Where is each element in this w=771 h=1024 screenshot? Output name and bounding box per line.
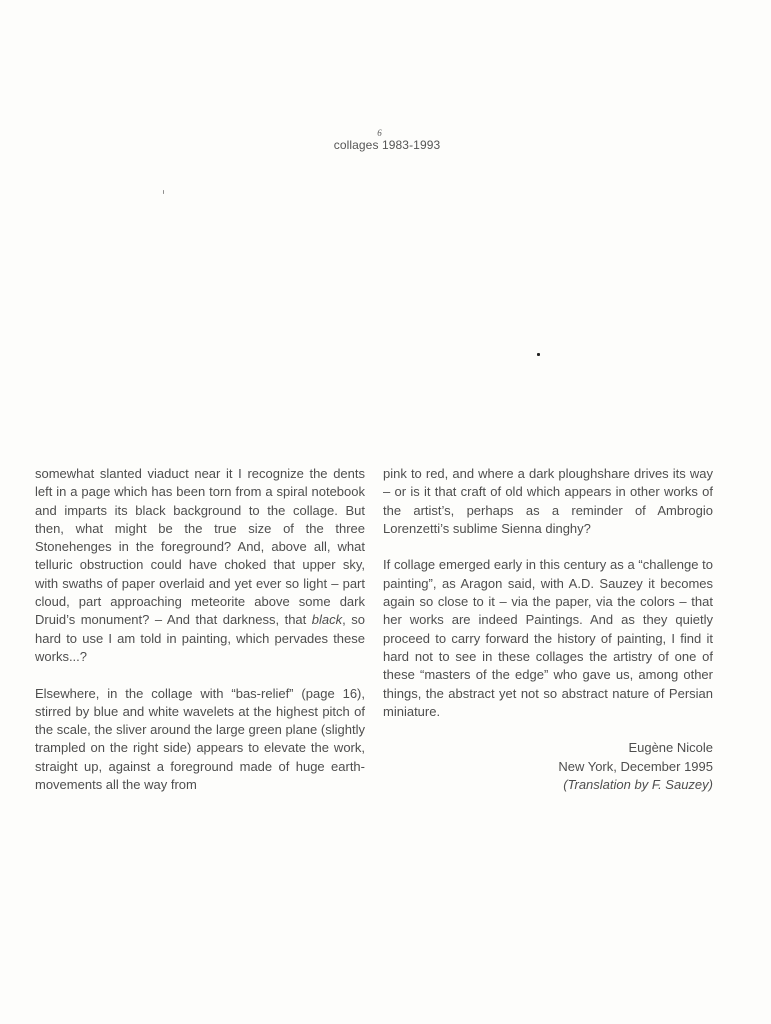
paragraph-text: somewhat slanted viaduct near it I recognize the dents left in a page which has been torn from a spiral notebook and imparts its black background to the collage. But then, what might be the true size of the three Stonehenges in the foreground? And, above all, what telluric obstruction could have choked that upper sky, with swaths of paper overlaid and yet ever so light – part cloud, part approaching meteorite above some dark Druid’s monument? – And that darkness, that xyxy=(35,466,365,628)
page-number: 6 xyxy=(377,128,382,138)
right-column xyxy=(383,465,713,794)
section-title: collages 1983-1993 xyxy=(333,138,441,152)
scan-speck xyxy=(163,190,164,194)
paragraph-text: , so hard to use I am told in painting, which pervades these works...? xyxy=(35,612,365,664)
left-column xyxy=(35,465,365,813)
place-date: New York, December 1995 xyxy=(558,758,713,774)
page-header xyxy=(0,128,771,152)
body-paragraph: pink to red, and where a dark ploughshare drives its way – or is it that craft of old which appears in other works of the artist’s, perhaps as a reminder of Ambrogio Lorenzetti’s sublime Sienna dinghy? xyxy=(383,466,713,536)
signature-block xyxy=(383,739,713,794)
body-paragraph: Elsewhere, in the collage with “bas-relief” (page 16), stirred by blue and white wavelets at the highest pitch of the scale, the sliver around the large green plane (slightly trampled on the right side) appears to elevate the work, straight up, against a foreground made of huge earth-movements all the way from xyxy=(35,685,365,793)
body-paragraph xyxy=(35,465,365,666)
body-paragraph: If collage emerged early in this century as a “challenge to painting”, as Aragon said, with A.D. Sauzey it becomes again so close to it – via the paper, via the colors – that her works are indeed Paintings. And as they quietly proceed to carry forward the history of painting, I find it hard not to see in these collages the artistry of one of these “masters of the edge” who gave us, among other things, the abstract yet not so abstract nature of Persian miniature. xyxy=(383,557,713,719)
author-name: Eugène Nicole xyxy=(628,740,713,756)
emphasis-text: black xyxy=(311,612,343,628)
scan-speck xyxy=(537,353,540,356)
translation-credit: (Translation by F. Sauzey) xyxy=(563,777,713,793)
